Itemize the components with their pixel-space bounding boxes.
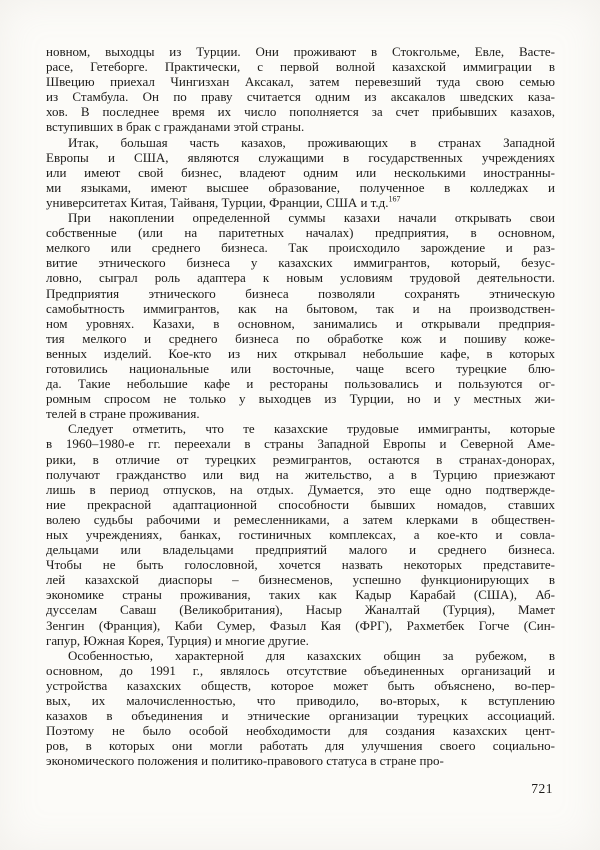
text-line: расе, Гетеборге. Практически, с первой волной казахской иммиграции в	[46, 59, 555, 75]
text-line: из Стамбула. Он по праву считается одним из аксакалов шведских каза-	[46, 89, 555, 105]
text-line: ловно, сыграл роль адаптера к новым условиям трудовой деятельности.	[46, 270, 555, 286]
text-line: гапур, Южная Корея, Турция) и многие другие.	[46, 632, 309, 648]
text-line: Итак, большая часть казахов, проживающих в странах Западной	[68, 134, 555, 150]
text-line: вых, их малочисленностью, что приводило, во-вторых, к вступлению	[46, 693, 555, 709]
text-line: Предприятия этнического бизнеса позволяли сохранять этническую	[46, 285, 555, 301]
text-line: Следует отметить, что те казахские трудовые иммигранты, которые	[68, 421, 555, 437]
text-line: готовились национальные или восточные, чаще всего турецкие блю-	[46, 360, 555, 376]
text-line: дельцами или владельцами предприятий малого и среднего бизнеса.	[46, 542, 555, 558]
text-line: ном уровнях. Казахи, в основном, занимались и открывали предприя-	[46, 315, 555, 331]
text-line: вступивших в брак с гражданами этой страны.	[46, 119, 305, 135]
text-line: ных учреждениях, банках, гостиничных комплексах, а кое-кто и совла-	[46, 527, 555, 542]
text-line: Поэтому не было особой необходимости для создания казахских цент-	[46, 723, 555, 739]
paragraph	[46, 421, 555, 647]
text-line: венных изделий. Кое-кто из них открывал небольшие кафе, в которых	[46, 345, 555, 361]
text-line: собственные (или на паритетных началах) предприятия, в основном,	[46, 225, 555, 241]
text-line: да. Такие небольшие кафе и рестораны пользовались и пользуются ог-	[46, 376, 555, 392]
text-line: тия мелкого и среднего бизнеса по обработке кож и пошиву коже-	[46, 330, 555, 346]
text-line: Европы и США, являются служащими в государственных учреждениях	[46, 149, 555, 165]
text-line: новном, выходцы из Турции. Они проживают в Стокгольме, Евле, Васте-	[46, 44, 555, 59]
text-line: Особенностью, характерной для казахских общин за рубежом, в	[68, 647, 555, 663]
text-line: мелкого или среднего бизнеса. Так происходило зарождение и раз-	[46, 240, 555, 256]
paragraph	[46, 135, 555, 210]
text-line: экономике страны проживания, таких как Кадыр Карабай (США), Аб-	[46, 587, 555, 603]
text-line: волею судьбы рабочими и ремесленниками, а затем клерками в обществен-	[46, 511, 555, 527]
text-line: Чтобы не быть голословной, хочется назвать некоторых представите-	[46, 557, 555, 573]
text-block	[46, 44, 555, 769]
text-line: Швецию приехал Чингизхан Аксакал, затем перевезший туда свою семью	[46, 74, 555, 90]
text-line: телей в стране проживания.	[46, 406, 200, 422]
text-line: хов. В последнее время их число пополняется за счет прибывших казахов,	[46, 104, 555, 120]
text-line: дусселам Саваш (Великобритания), Насыр Жаналтай (Турция), Мамет	[46, 602, 555, 618]
text-line: казахов в объединения и этнические организации турецких ассоциаций.	[46, 708, 555, 724]
text-line: витие этнического бизнеса у казахских иммигрантов, который, безус-	[46, 255, 555, 271]
paragraph	[46, 44, 555, 135]
text-line: лишь в период отпусков, на отдых. Думается, это еще одно подтвержде-	[46, 481, 555, 497]
text-line: ние прекрасной адаптационной способности бывших номадов, ставших	[46, 496, 555, 512]
footnote-ref: 167	[388, 194, 401, 204]
text-line: в 1960–1980-е гг. переехали в страны Западной Европы и Северной Аме-	[46, 436, 555, 452]
text-line: ров, в которых они могли работать для улучшения своего социально-	[46, 738, 555, 754]
text-line: ми языками, имеют высшее образование, полученное в колледжах и	[46, 179, 555, 195]
text-line: лей казахской диаспоры – бизнесменов, успешно функционирующих в	[46, 572, 555, 588]
page-number: 721	[531, 781, 553, 796]
text-line: Зенгин (Франция), Каби Сумер, Фазыл Кая (ФРГ), Рахметбек Гогче (Син-	[46, 617, 555, 633]
text-line: основном, до 1991 г., являлось отсутствие объединенных организаций и	[46, 662, 555, 678]
text-line: или имеют свой бизнес, владеют одним или несколькими иностранны-	[46, 164, 555, 180]
text-line: устройства казахских обществ, которое может быть объяснено, во-пер-	[46, 677, 555, 693]
text-line: рики, в отличие от турецких реэмигрантов, остаются в странах-донорах,	[46, 451, 555, 467]
text-line: При накоплении определенной суммы казахи начали открывать свои	[68, 210, 555, 226]
text-line: экономического положения и политико-правового статуса в стране про-	[46, 753, 444, 769]
text-line: самобытность иммигрантов, как на бытовом, так и на производствен-	[46, 300, 555, 316]
text-line: получают гражданство или вид на жительство, а в Турцию приезжают	[46, 466, 555, 482]
text-line: ромным спросом не только у выходцев из Турции, но и у местных жи-	[46, 391, 555, 407]
paragraph	[46, 210, 555, 421]
text-line: университетах Китая, Тайваня, Турции, Франции, США и т.д.$^{167}$	[46, 194, 401, 210]
paragraph	[46, 648, 555, 769]
